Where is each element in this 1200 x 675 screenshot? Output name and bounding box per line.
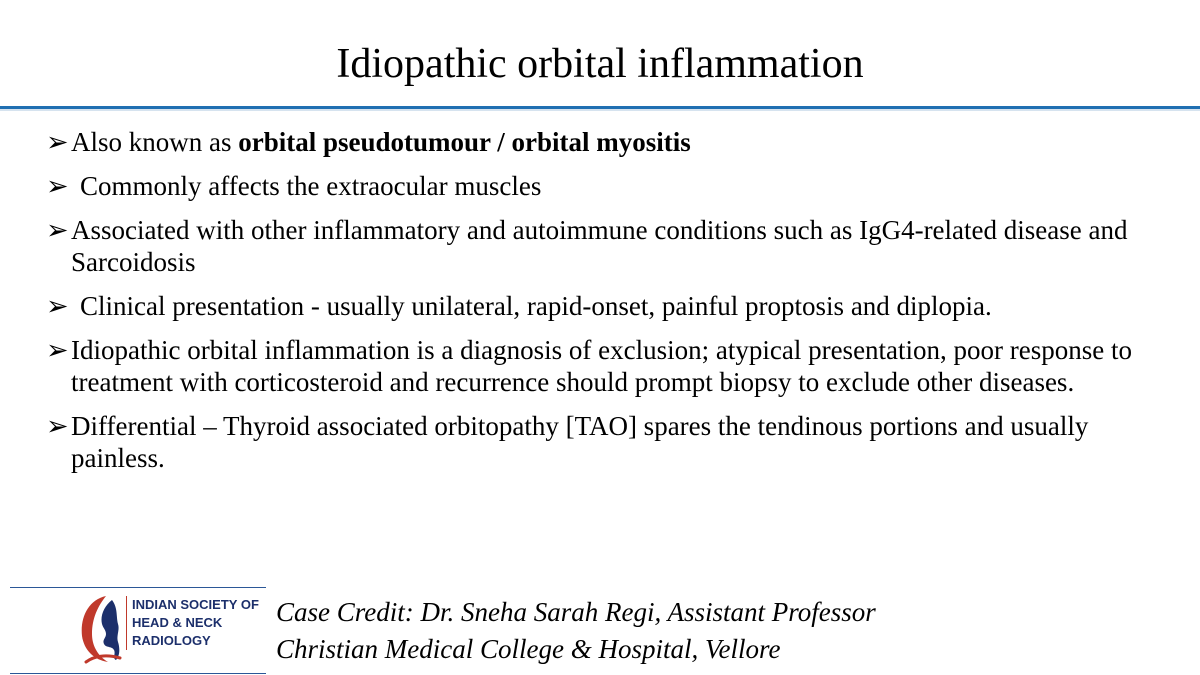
society-logo bbox=[76, 590, 266, 668]
logo-line: HEAD & NECK bbox=[132, 615, 223, 630]
bullet-item bbox=[46, 334, 1176, 398]
title-divider-shadow bbox=[0, 109, 1200, 111]
slide-title: Idiopathic orbital inflammation bbox=[336, 41, 864, 87]
logo-text bbox=[126, 596, 272, 650]
bullet-text: Associated with other inflammatory and autoimmune conditions such as IgG4-related disease and Sarcoidosis bbox=[71, 215, 1128, 277]
bullet-list bbox=[46, 126, 1176, 486]
bullet-bold-text: orbital pseudotumour / orbital myositis bbox=[238, 127, 691, 157]
bullet-text: Clinical presentation - usually unilateral, rapid-onset, painful proptosis and diplopia. bbox=[80, 291, 992, 321]
bullet-text: Idiopathic orbital inflammation is a diagnosis of exclusion; atypical presentation, poor response to treatment with corticosteroid and recurrence should prompt biopsy to exclude other diseases. bbox=[71, 335, 1133, 397]
case-credit bbox=[276, 594, 876, 668]
arrow-bullet-icon: ➢ bbox=[46, 171, 69, 201]
credit-line: Case Credit: Dr. Sneha Sarah Regi, Assistant Professor bbox=[276, 597, 876, 627]
bullet-item bbox=[46, 410, 1176, 474]
arrow-bullet-icon: ➢ bbox=[46, 127, 69, 157]
bullet-item bbox=[46, 126, 1176, 158]
bullet-text: Also known as bbox=[71, 127, 239, 157]
logo-line: INDIAN SOCIETY OF bbox=[132, 597, 259, 612]
arrow-bullet-icon: ➢ bbox=[46, 411, 69, 441]
bullet-item bbox=[46, 290, 1176, 322]
arrow-bullet-icon: ➢ bbox=[46, 291, 69, 321]
bullet-item bbox=[46, 170, 1176, 202]
arrow-bullet-icon: ➢ bbox=[46, 215, 69, 245]
head-profile-logo-icon bbox=[76, 590, 126, 668]
arrow-bullet-icon: ➢ bbox=[46, 335, 69, 365]
footer-divider-top bbox=[10, 587, 266, 588]
bullet-text: Commonly affects the extraocular muscles bbox=[80, 171, 542, 201]
logo-line: RADIOLOGY bbox=[132, 633, 211, 648]
bullet-text: Differential – Thyroid associated orbitopathy [TAO] spares the tendinous portions and usually painless. bbox=[71, 411, 1089, 473]
footer-divider-bottom bbox=[10, 673, 266, 674]
bullet-item bbox=[46, 214, 1176, 278]
credit-line: Christian Medical College & Hospital, Vellore bbox=[276, 634, 781, 664]
